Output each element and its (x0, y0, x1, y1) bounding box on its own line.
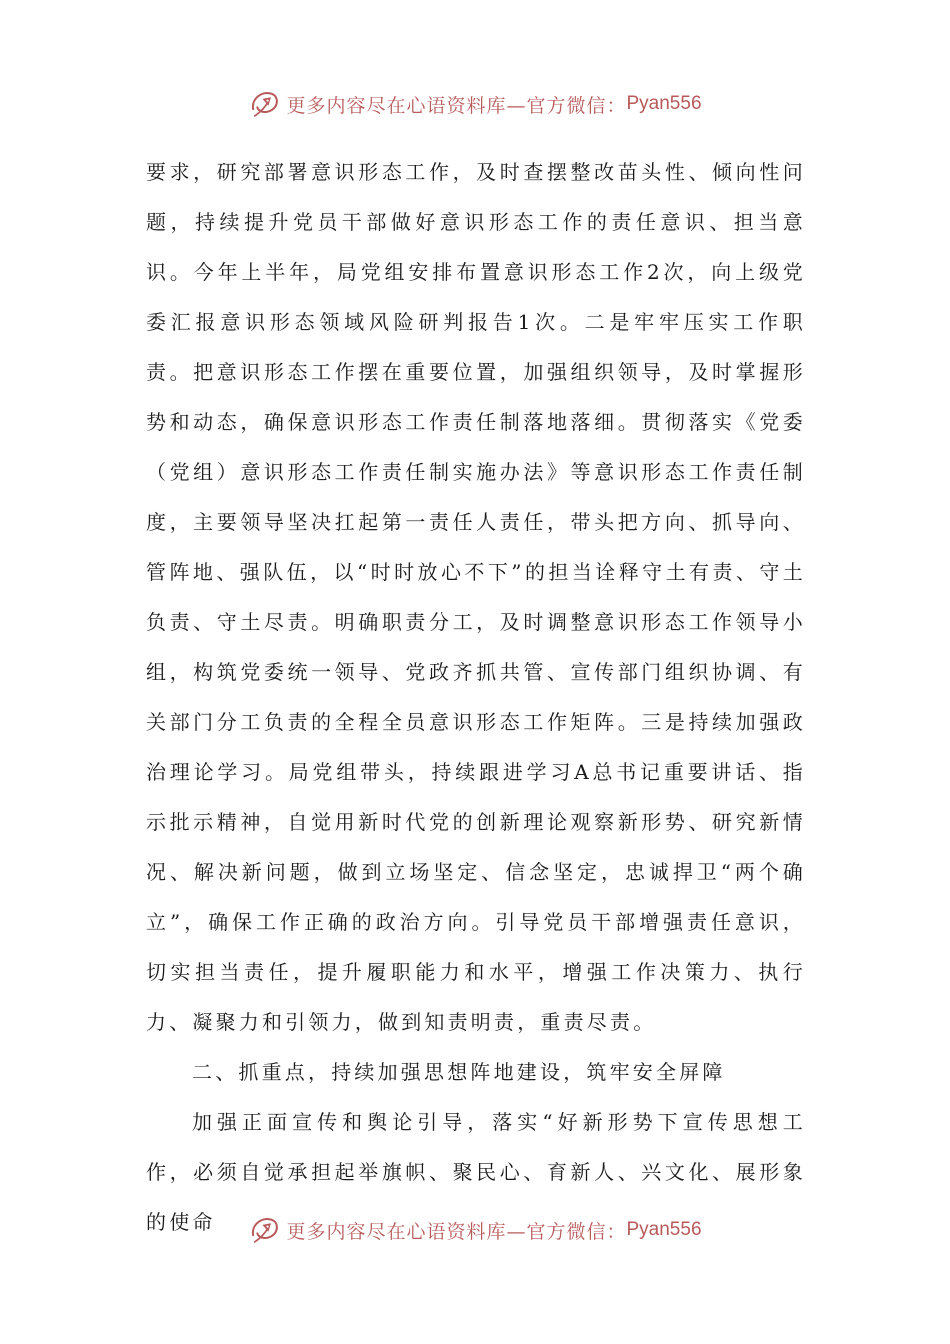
document-body (146, 147, 806, 1247)
header-banner-text: 更多内容尽在心语资料库—官方微信： (286, 94, 627, 117)
footer-banner-text: 更多内容尽在心语资料库—官方微信： (286, 1220, 627, 1243)
header-banner (0, 84, 950, 124)
header-banner-wechat-id: Pyan556 (626, 93, 702, 114)
footer-banner-wechat-id: Pyan556 (626, 1219, 702, 1240)
paragraph: 加强正面宣传和舆论引导，落实“好新形势下宣传思想工作，必须自觉承担起举旗帜、聚民心、育新人、兴文化、展形象的使命 (146, 1110, 806, 1234)
footer-banner (0, 1210, 950, 1250)
section-heading: 二、抓重点，持续加强思想阵地建设，筑牢安全屏障 (192, 1060, 726, 1084)
paragraph: 要求，研究部署意识形态工作，及时查摆整改苗头性、倾向性问题，持续提升党员干部做好意识形态工作的责任意识、担当意识。今年上半年，局党组安排布置意识形态工作2次，向上级党委汇报意识形态领域风险研判报告1次。二是牢牢压实工作职责。把意识形态工作摆在重要位置，加强组织领导，及时掌握形势和动态，确保意识形态工作责任制落地落细。贯彻落实《党委（党组）意识形态工作责任制实施办法》等意识形态工作责任制度，主要领导坚决扛起第一责任人责任，带头把方向、抓导向、管阵地、强队伍，以“时时放心不下”的担当诠释守土有责、守土负责、守土尽责。明确职责分工，及时调整意识形态工作领导小组，构筑党委统一领导、党政齐抓共管、宣传部门组织协调、有关部门分工负责的全程全员意识形态工作矩阵。三是持续加强政治理论学习。局党组带头，持续跟进学习A总书记重要讲话、指示批示精神，自觉用新时代党的创新理论观察新形势、研究新情况、解决新问题，做到立场坚定、信念坚定，忠诚捍卫“两个确立”，确保工作正确的政治方向。引导党员干部增强责任意识，切实担当责任，提升履职能力和水平，增强工作决策力、执行力、凝聚力和引领力，做到知责明责，重责尽责。 (146, 160, 806, 1034)
pen-nib-swirl-icon (248, 87, 282, 121)
pen-nib-swirl-icon (248, 1213, 282, 1247)
